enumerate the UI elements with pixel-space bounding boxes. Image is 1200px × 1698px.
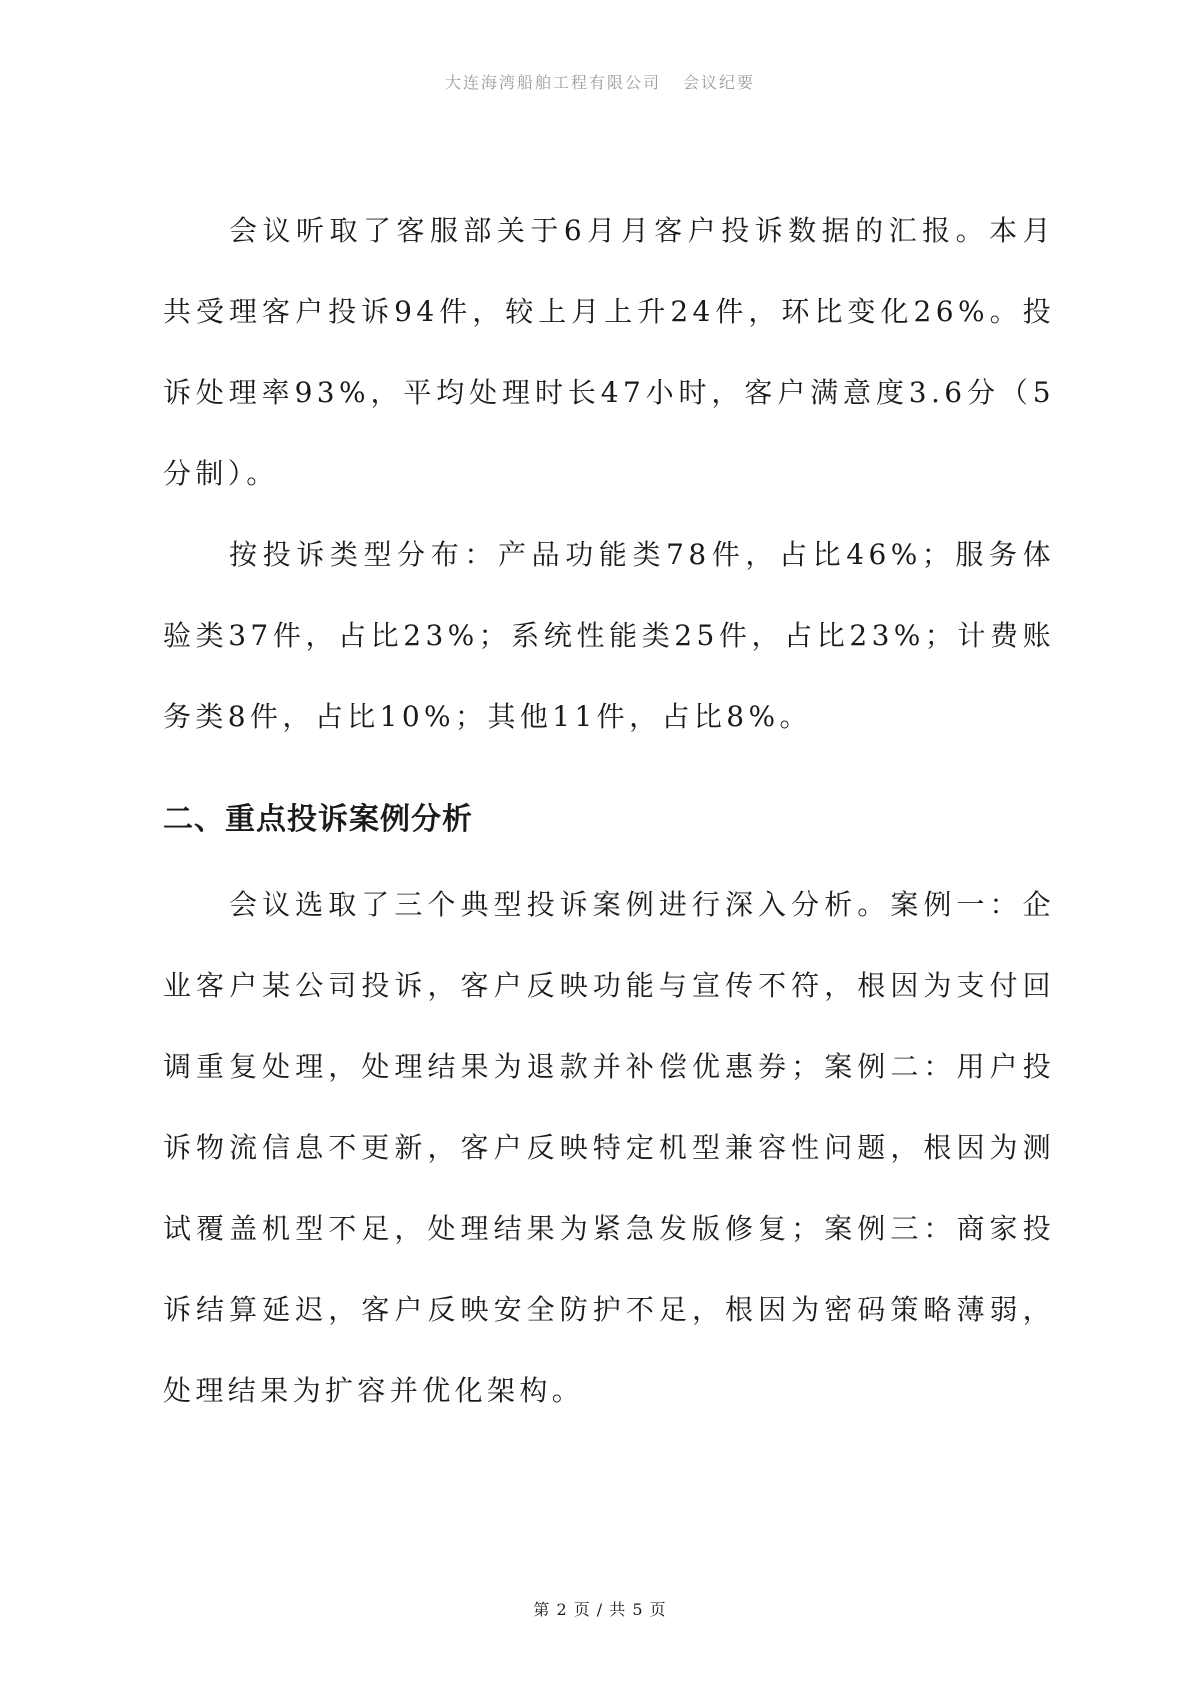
- paragraph-complaint-summary: 会议听取了客服部关于6月月客户投诉数据的汇报。本月共受理客户投诉94件，较上月上升24件，环比变化26%。投诉处理率93%，平均处理时长47小时，客户满意度3.6分（5分制）。: [163, 214, 1055, 490]
- header-company-name: 大连海湾船舶工程有限公司: [444, 73, 661, 92]
- page-footer: [0, 1597, 1200, 1620]
- document-body: [163, 190, 1055, 1431]
- section-heading-key-cases: 二、重点投诉案例分析: [163, 802, 473, 837]
- page-header: [0, 70, 1200, 93]
- page-number-label: 第 2 页 / 共 5 页: [533, 1600, 667, 1619]
- paragraph-complaint-type-distribution: 按投诉类型分布：产品功能类78件，占比46%；服务体验类37件，占比23%；系统性能类25件，占比23%；计费账务类8件，占比10%；其他11件，占比8%。: [163, 538, 1056, 733]
- header-subtitle: 会议纪要: [683, 73, 756, 92]
- paragraph-case-analysis: 会议选取了三个典型投诉案例进行深入分析。案例一：企业客户某公司投诉，客户反映功能与宣传不符，根因为支付回调重复处理，处理结果为退款并补偿优惠券；案例二：用户投诉物流信息不更新，客户反映特定机型兼容性问题，根因为测试覆盖机型不足，处理结果为紧急发版修复；案例三：商家投诉结算延迟，客户反映安全防护不足，根因为密码策略薄弱，处理结果为扩容并优化架构。: [163, 888, 1055, 1407]
